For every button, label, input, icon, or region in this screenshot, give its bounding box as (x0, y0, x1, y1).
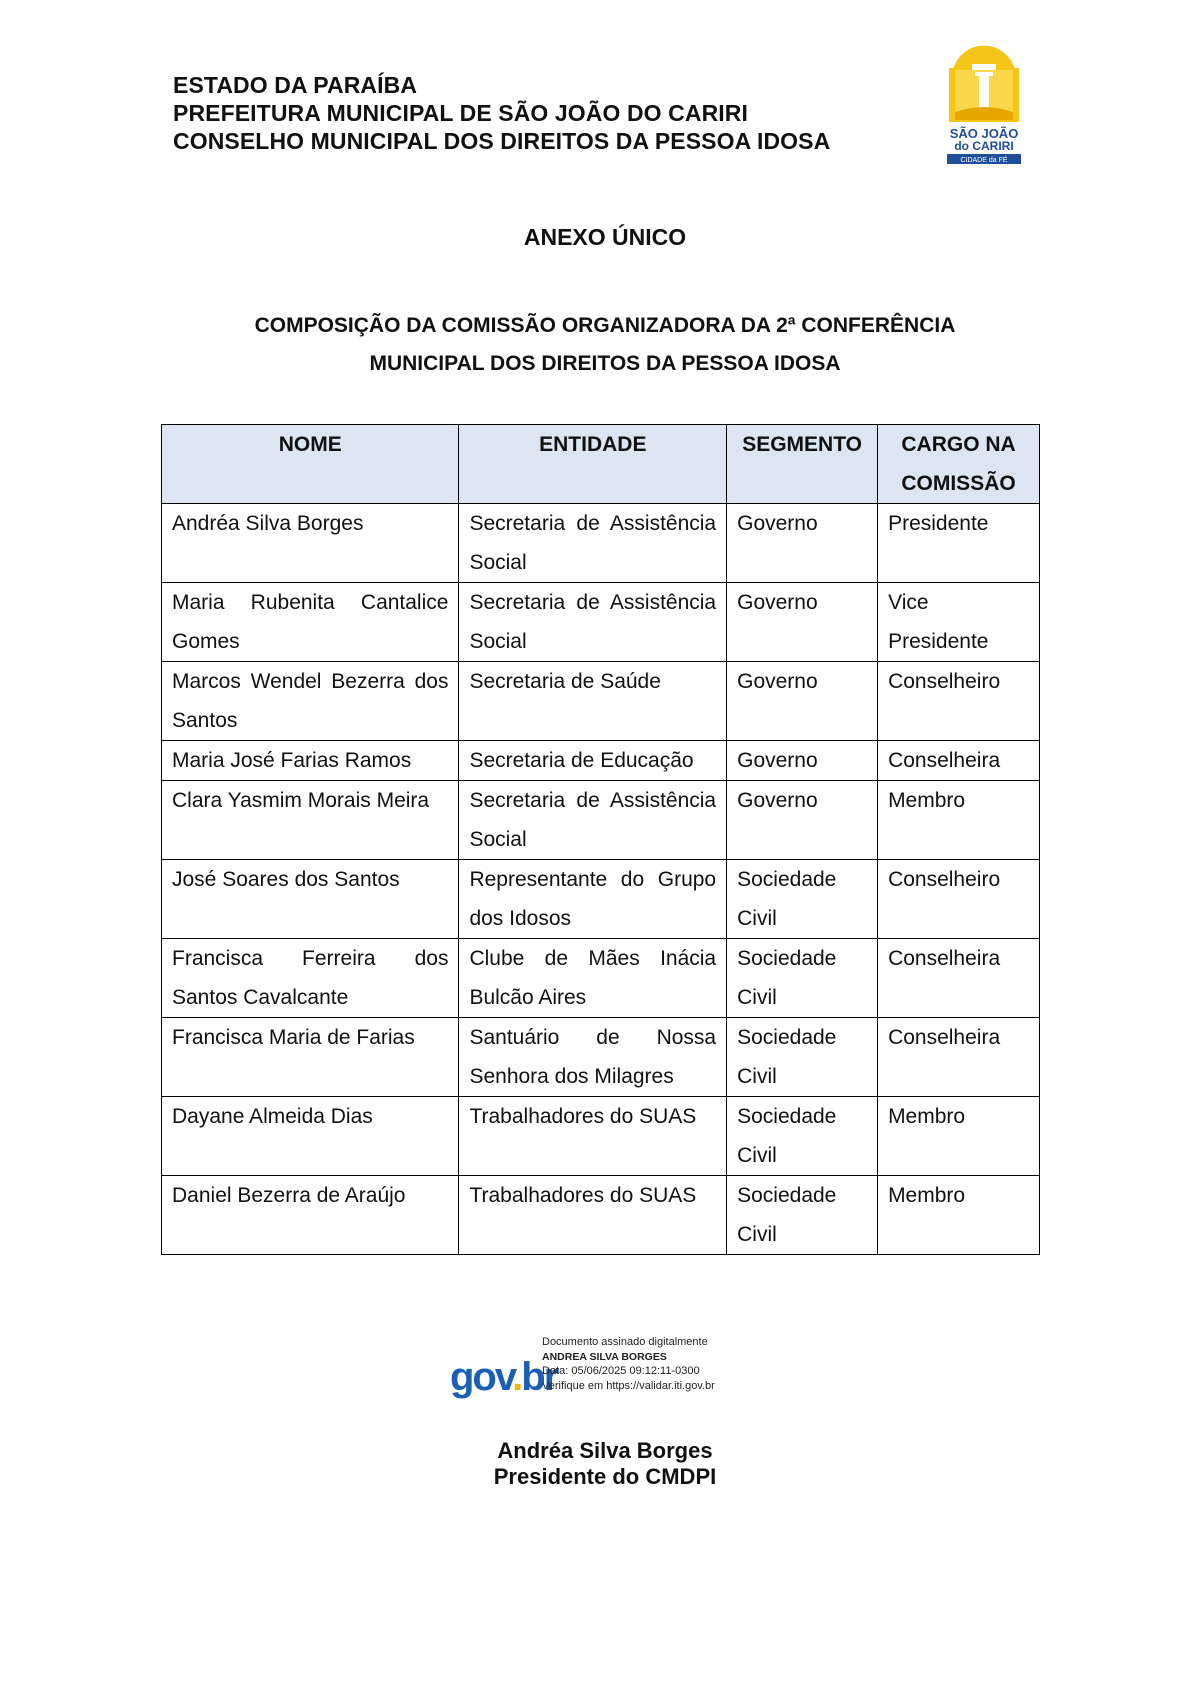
header-nome: NOME (162, 425, 459, 504)
section-title (0, 307, 1200, 383)
sao-joao-do-cariri-logo (945, 40, 1023, 164)
table-row (162, 741, 1040, 781)
header-segmento: SEGMENTO (727, 425, 878, 504)
table-row (162, 583, 1040, 662)
cell-segmento: Sociedade Civil (727, 860, 878, 939)
digital-signature-stamp (450, 1335, 750, 1405)
cell-entidade: Clube de Mães Inácia Bulcão Aires (459, 939, 727, 1018)
cell-entidade: Trabalhadores do SUAS (459, 1097, 727, 1176)
cell-nome: Marcos Wendel Bezerra dos Santos (162, 662, 459, 741)
cell-nome: Daniel Bezerra de Araújo (162, 1176, 459, 1255)
table-row (162, 1176, 1040, 1255)
cell-nome: José Soares dos Santos (162, 860, 459, 939)
cell-segmento: Governo (727, 504, 878, 583)
cell-cargo: Conselheiro (878, 860, 1040, 939)
cell-cargo: Conselheira (878, 1018, 1040, 1097)
committee-table (161, 424, 1040, 1255)
cell-nome: Francisca Maria de Farias (162, 1018, 459, 1097)
logo-line-2: do CARIRI (954, 139, 1014, 153)
state-name: ESTADO DA PARAÍBA (173, 72, 418, 98)
logo-line-1: SÃO JOÃO (949, 126, 1019, 141)
table-row (162, 662, 1040, 741)
table-row (162, 939, 1040, 1018)
council-name: CONSELHO MUNICIPAL DOS DIREITOS DA PESSOA IDOSA (173, 128, 831, 154)
cell-cargo: Conselheira (878, 741, 1040, 781)
annex-title: ANEXO ÚNICO (523, 224, 687, 250)
cell-segmento: Sociedade Civil (727, 1018, 878, 1097)
cell-cargo: Membro (878, 781, 1040, 860)
cell-cargo: Conselheiro (878, 662, 1040, 741)
table-row (162, 1097, 1040, 1176)
signature-signer: ANDREA SILVA BORGES (542, 1350, 667, 1363)
signatory-name: Andréa Silva Borges (497, 1438, 713, 1463)
signature-details (542, 1335, 715, 1393)
gov-br-logo: gov.br (450, 1355, 558, 1399)
signature-caption: Documento assinado digitalmente (542, 1336, 708, 1348)
cell-cargo: Conselheira (878, 939, 1040, 1018)
cell-segmento: Governo (727, 662, 878, 741)
table-row (162, 781, 1040, 860)
cell-cargo: Vice Presidente (878, 583, 1040, 662)
letterhead (173, 71, 830, 155)
cell-nome: Maria Rubenita Cantalice Gomes (162, 583, 459, 662)
cell-cargo: Membro (878, 1176, 1040, 1255)
header-cargo: CARGO NA COMISSÃO (878, 425, 1040, 504)
table-row (162, 1018, 1040, 1097)
cell-nome: Dayane Almeida Dias (162, 1097, 459, 1176)
logo-tagline: CIDADE da FÉ (960, 157, 1008, 164)
cell-cargo: Membro (878, 1097, 1040, 1176)
cell-segmento: Sociedade Civil (727, 939, 878, 1018)
cell-nome: Clara Yasmim Morais Meira (162, 781, 459, 860)
cell-entidade: Secretaria de Assistência Social (459, 583, 727, 662)
signature-date: Data: 05/06/2025 09:12:11-0300 (542, 1365, 700, 1377)
cell-entidade: Secretaria de Saúde (459, 662, 727, 741)
cell-nome: Andréa Silva Borges (162, 504, 459, 583)
cell-segmento: Sociedade Civil (727, 1176, 878, 1255)
cell-entidade: Trabalhadores do SUAS (459, 1176, 727, 1255)
signatory-role: Presidente do CMDPI (493, 1464, 717, 1489)
cell-entidade: Secretaria de Assistência Social (459, 504, 727, 583)
section-title-line-1: COMPOSIÇÃO DA COMISSÃO ORGANIZADORA DA 2ª CONFERÊNCIA (254, 314, 956, 337)
table-row (162, 504, 1040, 583)
cell-nome: Maria José Farias Ramos (162, 741, 459, 781)
cell-segmento: Governo (727, 741, 878, 781)
cell-entidade: Representante do Grupo dos Idosos (459, 860, 727, 939)
cell-entidade: Secretaria de Educação (459, 741, 727, 781)
city-hall-name: PREFEITURA MUNICIPAL DE SÃO JOÃO DO CARIRI (173, 100, 748, 126)
cell-cargo: Presidente (878, 504, 1040, 583)
cell-segmento: Governo (727, 781, 878, 860)
cell-entidade: Santuário de Nossa Senhora dos Milagres (459, 1018, 727, 1097)
cell-nome: Francisca Ferreira dos Santos Cavalcante (162, 939, 459, 1018)
cell-segmento: Sociedade Civil (727, 1097, 878, 1176)
header-entidade: ENTIDADE (459, 425, 727, 504)
signature-verify-link[interactable]: Verifique em https://validar.iti.gov.br (542, 1379, 715, 1392)
table-row (162, 860, 1040, 939)
cell-segmento: Governo (727, 583, 878, 662)
section-title-line-2: MUNICIPAL DOS DIREITOS DA PESSOA IDOSA (369, 352, 841, 375)
table-header-row (162, 425, 1040, 504)
cell-entidade: Secretaria de Assistência Social (459, 781, 727, 860)
